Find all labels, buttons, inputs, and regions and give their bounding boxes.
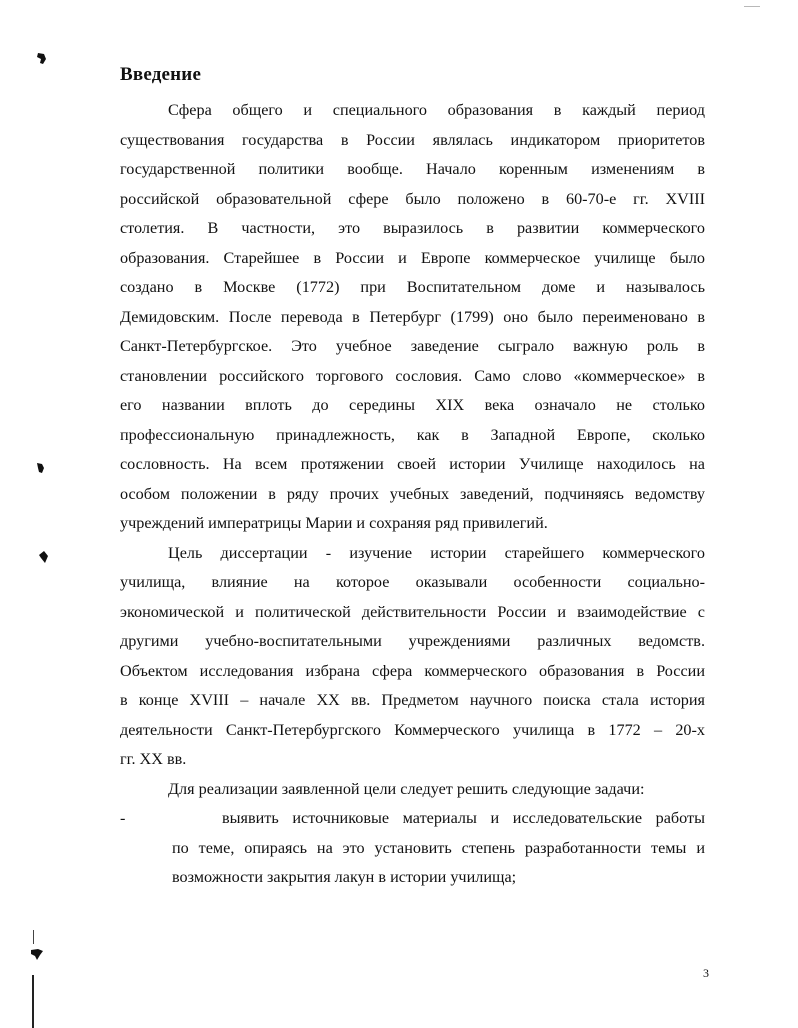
task-list — [120, 804, 705, 893]
text-line: по теме, опираясь на это установить степень разработанности темы и — [172, 838, 705, 857]
text-line: деятельности Санкт-Петербургского Коммерческого училища в 1772 – 20-х — [120, 720, 705, 739]
text-line: Цель диссертации - изучение истории старейшего коммерческого — [168, 543, 705, 562]
text-line: его названии вплоть до середины XIX века означало не столько — [120, 396, 705, 414]
scan-artifact-edge — [32, 975, 34, 1028]
page-number: 3 — [703, 966, 709, 980]
paragraph-2 — [120, 539, 705, 775]
text-line: другими учебно-воспитательными учреждениями различных ведомств. — [120, 632, 705, 650]
text-line: учреждений императрицы Марии и сохраняя ряд привилегий. — [120, 514, 548, 532]
paragraph-1 — [120, 96, 705, 539]
list-dash-marker: - — [120, 809, 126, 827]
scan-artifact-mark-2 — [35, 462, 45, 474]
text-line: выявить источниковые материалы и исследовательские работы — [222, 809, 705, 827]
text-line: столетия. В частности, это выразилось в развитии коммерческого — [120, 219, 705, 237]
text-line: Санкт-Петербургское. Это учебное заведение сыграло важную роль в — [120, 337, 705, 355]
scan-artifact-mark-3 — [38, 550, 50, 564]
scan-artifact-mark-4 — [29, 948, 45, 962]
text-line: Демидовским. После перевода в Петербург (1799) оно было переименовано в — [120, 307, 705, 326]
text-line: Объектом исследования избрана сфера коммерческого образования в России — [120, 661, 705, 680]
scan-artifact-dash — [744, 6, 760, 7]
text-line: Сфера общего и специального образования в каждый период — [168, 101, 705, 119]
text-line: гг. XX вв. — [120, 750, 187, 768]
text-line: сословность. На всем протяжении своей истории Училище находилось на — [120, 455, 705, 473]
list-item — [120, 804, 705, 834]
paragraph-3 — [120, 775, 705, 805]
text-line: экономической и политической действительности России и взаимодействие с — [120, 602, 705, 621]
text-line: существования государства в России являлась индикатором приоритетов — [120, 130, 705, 149]
text-line: Для реализации заявленной цели следует решить следующие задачи: — [168, 779, 645, 798]
text-line: училища, влияние на которое оказывали особенности социально- — [120, 573, 705, 591]
text-line: создано в Москве (1772) при Воспитательном доме и называлось — [120, 278, 705, 296]
text-line: в конце XVIII – начале XX вв. Предметом научного поиска стала история — [120, 691, 705, 709]
text-line: российской образовательной сфере было положено в 60-70-е гг. XVIII — [120, 189, 705, 208]
text-line: становлении российского торгового сословия. Само слово «коммерческое» в — [120, 366, 705, 385]
text-line: государственной политики вообще. Начало коренным изменениям в — [120, 160, 705, 178]
scan-artifact-line-short — [33, 930, 34, 944]
body-text — [120, 96, 705, 893]
text-line: образования. Старейшее в России и Европе коммерческое училище было — [120, 248, 705, 267]
section-heading: Введение — [120, 64, 202, 85]
text-line: профессиональную принадлежность, как в Западной Европе, сколько — [120, 425, 705, 444]
text-line: возможности закрытия лакун в истории училища; — [172, 868, 517, 886]
text-line: особом положении в ряду прочих учебных заведений, подчиняясь ведомству — [120, 484, 705, 503]
scan-artifact-mark-1 — [35, 52, 47, 66]
